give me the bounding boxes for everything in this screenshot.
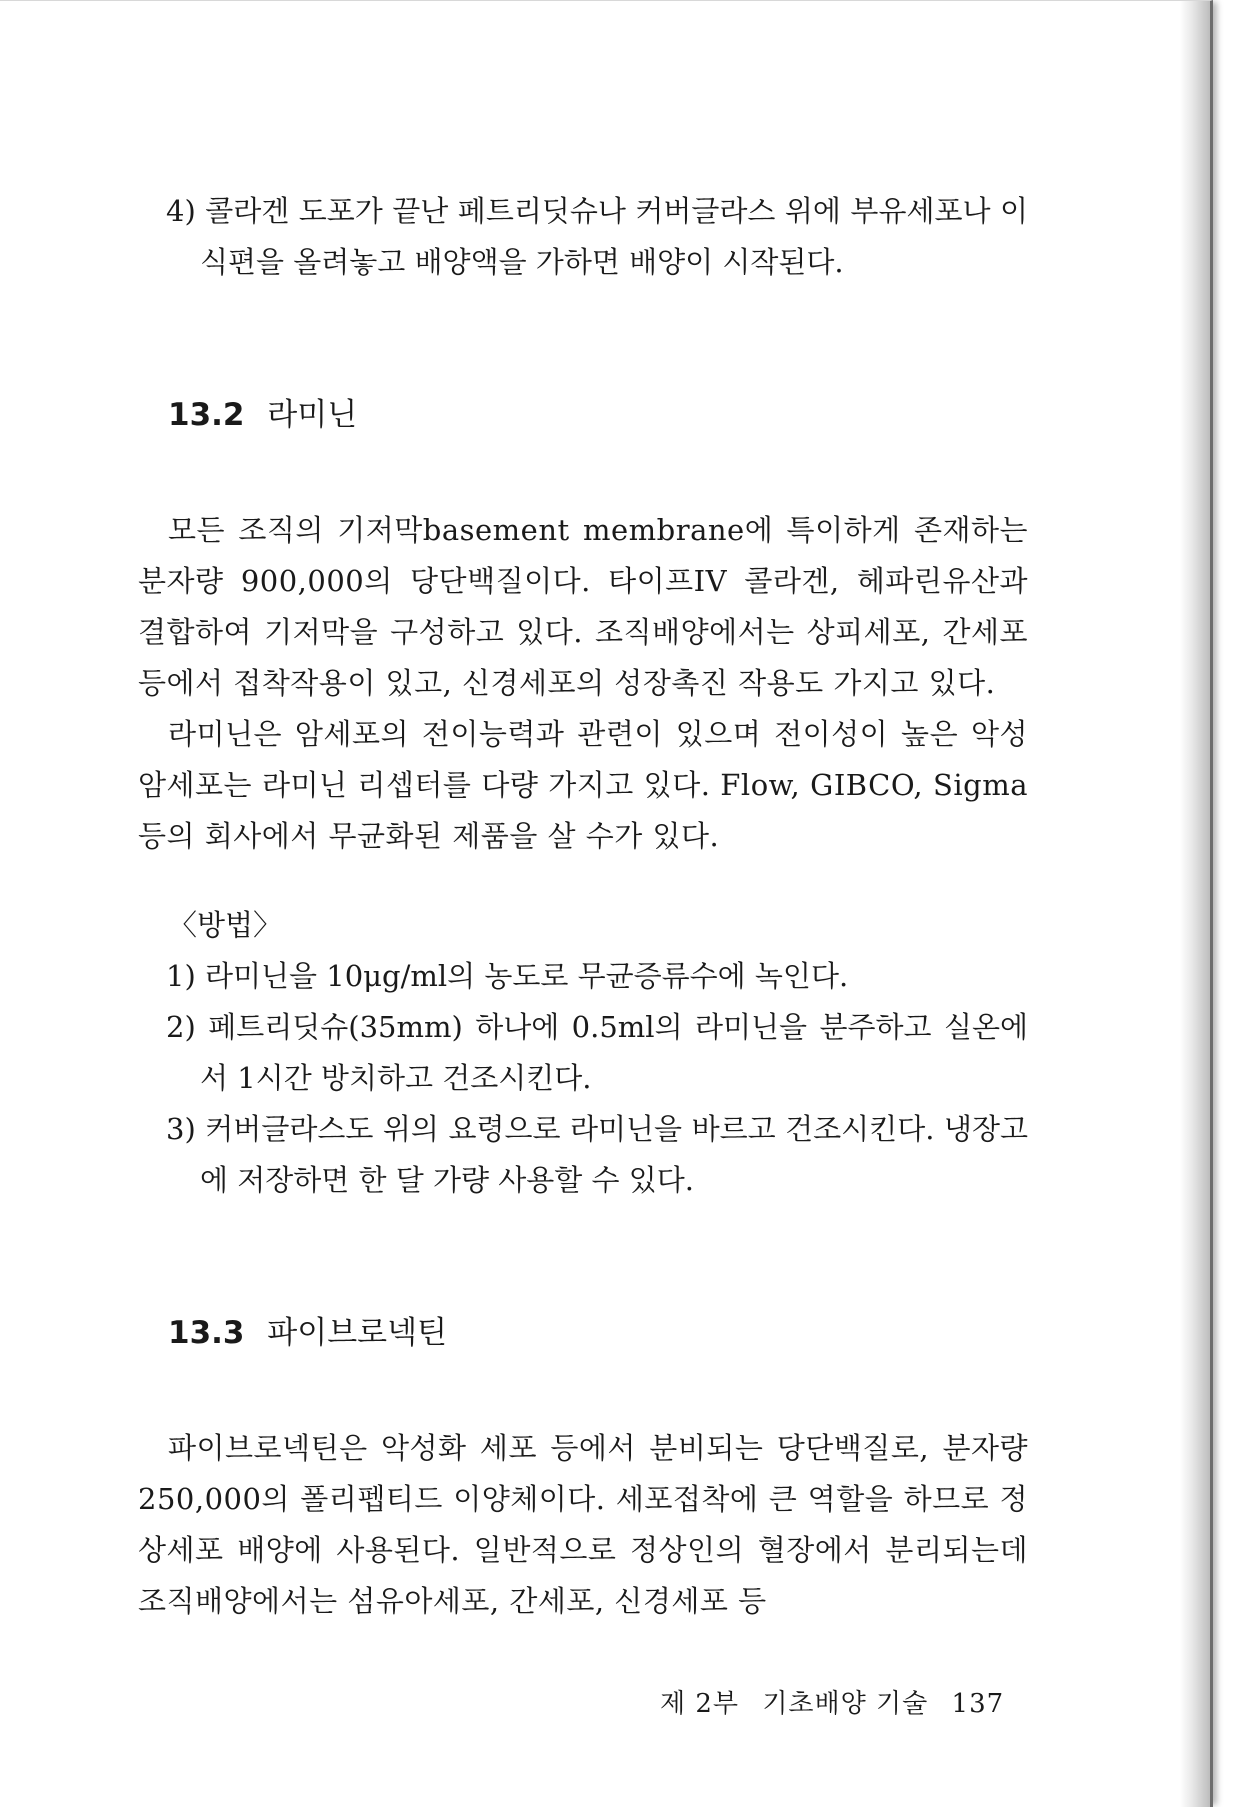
list-text: 페트리딧슈(35mm) 하나에 0.5ml의 라미닌을 분주하고 실온에서 1시간 방치하고 건조시킨다. (200, 1010, 1028, 1095)
spacer (138, 1359, 1028, 1423)
paragraph: 라미닌은 암세포의 전이능력과 관련이 있으며 전이성이 높은 악성 암세포는 라미닌 리셉터를 다량 가지고 있다. Flow, GIBCO, Sigma 등의 회사에서 무균화된 제품을 살 수가 있다. (138, 717, 1028, 853)
section-title: 파이브로넥틴 (267, 1315, 447, 1351)
list-item (138, 951, 1028, 1002)
list-item (138, 1002, 1028, 1104)
list-marker: 4) (166, 194, 196, 228)
paragraph: 파이브로넥틴은 악성화 세포 등에서 분비되는 당단백질로, 분자량 250,000의 폴리펩티드 이양체이다. 세포접착에 큰 역할을 하므로 정상세포 배양에 사용된다. 일반적으로 정상인의 혈장에서 분리되는데 조직배양에서는 섬유아세포, 간세포, 신경세포 등 (138, 1431, 1028, 1618)
page-content (138, 186, 1028, 1627)
footer-chapter: 기초배양 기술 (762, 1689, 929, 1719)
list-item (138, 1104, 1028, 1206)
section-heading-13-2 (138, 390, 1028, 441)
paragraph: 모든 조직의 기저막basement membrane에 특이하게 존재하는 분자량 900,000의 당단백질이다. 타이프IV 콜라겐, 헤파린유산과 결합하여 기저막을 구성하고 있다. 조직배양에서는 상피세포, 간세포 등에서 접착작용이 있고, 신경세포의 성장촉진 작용도 가지고 있다. (138, 513, 1028, 700)
section-number: 13.3 (168, 1315, 245, 1351)
method-label: 〈방법〉 (168, 908, 283, 942)
list-marker: 1) (166, 959, 196, 993)
page-number: 137 (951, 1689, 1005, 1719)
list-marker: 3) (166, 1112, 196, 1146)
list-text: 커버글라스도 위의 요령으로 라미닌을 바르고 건조시킨다. 냉장고에 저장하면 한 달 가량 사용할 수 있다. (200, 1112, 1028, 1197)
spacer (138, 288, 1028, 390)
running-footer (660, 1683, 1018, 1720)
footer-part: 제 2부 (660, 1689, 740, 1719)
page-edge (1180, 1, 1210, 1807)
list-marker: 2) (166, 1010, 196, 1044)
list-text: 콜라겐 도포가 끝난 페트리딧슈나 커버글라스 위에 부유세포나 이식편을 올려놓고 배양액을 가하면 배양이 시작된다. (200, 194, 1028, 279)
spacer (138, 862, 1028, 900)
section-heading-13-3 (138, 1308, 1028, 1359)
spacer (138, 441, 1028, 505)
list-item (138, 186, 1028, 288)
section-title: 라미닌 (267, 397, 358, 433)
list-text: 라미닌을 10μg/ml의 농도로 무균증류수에 녹인다. (204, 959, 849, 993)
section-number: 13.2 (168, 397, 245, 433)
spacer (138, 1206, 1028, 1308)
